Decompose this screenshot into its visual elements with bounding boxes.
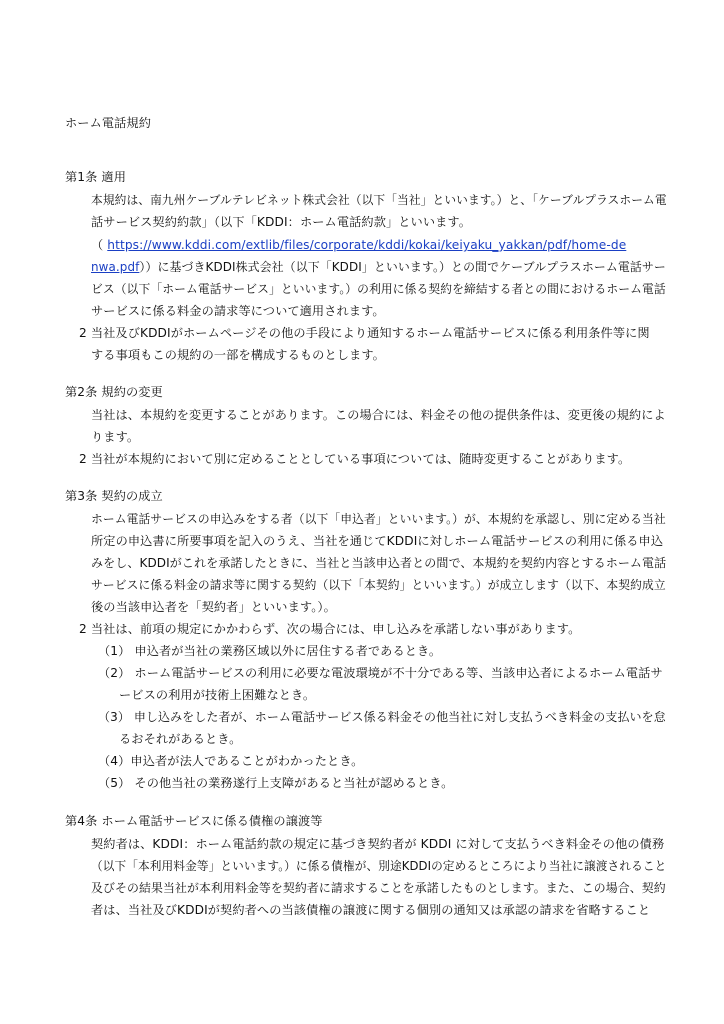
article-1-line-6: サービスに係る料金の請求等について適用されます。 (91, 304, 385, 318)
kddi-yakkan-link-cont[interactable]: nwa.pdf (91, 260, 140, 274)
article-3-item-3-line-1: （3） 申し込みをした者が、ホーム電話サービス係る料金その他当社に対し支払うべき料金の支払いを怠 (98, 710, 666, 724)
article-2-heading: 第2条 規約の変更 (65, 385, 163, 399)
article-1-line-3 (91, 238, 659, 253)
kddi-yakkan-link[interactable]: https://www.kddi.com/extlib/files/corporate/kddi/kokai/keiyaku_yakkan/pdf/home-de (107, 238, 627, 252)
article-2-line-1: 当社は、本規約を変更することがあります。この場合には、料金その他の提供条件は、変更後の規約によ (91, 408, 666, 422)
article-1-line-2: 話サービス契約約款」（以下「KDDI：ホーム電話約款」といいます。 (91, 215, 472, 229)
article-1-line-5: ビス（以下「ホーム電話サービス」といいます。）の利用に係る契約を締結する者との間におけるホーム電話 (91, 282, 666, 296)
article-3-line-5: 後の当該申込者を「契約者」といいます。）。 (91, 600, 336, 614)
document-title: ホーム電話規約 (65, 116, 152, 130)
article-4-line-1: 契約者は、KDDI：ホーム電話約款の規定に基づき契約者が KDDI に対して支払うべき料金その他の債務 (91, 837, 665, 851)
article-1-line-4 (91, 260, 666, 275)
article-3-item-4: （4）申込者が法人であることがわかったとき。 (98, 754, 364, 768)
article-1-line-4-text: ））に基づきKDDI株式会社（以下「KDDI」といいます。）との間でケーブルプラスホーム電話サー (139, 260, 666, 274)
article-1-paren: （ (91, 238, 108, 252)
article-3-item-1: （1） 申込者が当社の業務区域以外に居住する者であるとき。 (98, 644, 442, 658)
article-3-item-3-line-2: るおそれがあるとき。 (119, 732, 242, 746)
article-3-item-2-line-2: ービスの利用が技術上困難なとき。 (119, 688, 316, 702)
article-1-line-1: 本規約は、南九州ケーブルテレビネット株式会社（以下「当社」といいます。）と、「ケーブルプラスホーム電 (91, 193, 667, 207)
article-3-item-5: （5） その他当社の業務遂行上支障があると当社が認めるとき。 (98, 776, 454, 790)
article-3-line-2: 所定の申込書に所要事項を記入のうえ、当社を通じてKDDIに対しホーム電話サービスの利用に係る申込 (91, 534, 664, 548)
article-3-item-2-line-1: （2） ホーム電話サービスの利用に必要な電波環境が不十分である等、当該申込者によるホーム電話サ (98, 666, 663, 680)
article-4-line-4: 者は、当社及びKDDIが契約者への当該債権の譲渡に関する個別の通知又は承認の請求を省略すること (91, 903, 651, 917)
article-4-line-3: 及びその結果当社が本利用料金等を契約者に請求することを承諾したものとします。また、この場合、契約 (91, 881, 666, 895)
article-3-para-2: 2 当社は、前項の規定にかかわらず、次の場合には、申し込みを承諾しない事があります。 (79, 622, 581, 636)
article-3-line-4: サービスに係る料金の請求等に関する契約（以下「本契約」といいます。）が成立します（以下、本契約成立 (91, 578, 666, 592)
article-1-para-2-line-2: する事項もこの規約の一部を構成するものとします。 (91, 348, 385, 362)
article-4-heading: 第4条 ホーム電話サービスに係る債権の譲渡等 (65, 814, 323, 828)
article-2-line-2: ります。 (91, 430, 140, 444)
article-3-line-3: みをし、KDDIがこれを承諾したときに、当社と当該申込者との間で、本規約を契約内容とするホーム電話 (91, 556, 667, 570)
article-3-heading: 第3条 契約の成立 (65, 489, 163, 503)
article-1-heading: 第1条 適用 (65, 170, 126, 184)
article-3-line-1: ホーム電話サービスの申込みをする者（以下「申込者」といいます。）が、本規約を承認し、別に定める当社 (91, 512, 666, 526)
article-4-line-2: （以下「本利用料金等」といいます。）に係る債権が、別途KDDIの定めるところにより当社に譲渡されること (91, 859, 667, 873)
article-1-para-2-line-1: 2 当社及びKDDIがホームページその他の手段により通知するホーム電話サービスに係る利用条件等に関 (79, 326, 650, 340)
article-2-para-2: 2 当社が本規約において別に定めることとしている事項については、随時変更することがあります。 (79, 452, 631, 466)
